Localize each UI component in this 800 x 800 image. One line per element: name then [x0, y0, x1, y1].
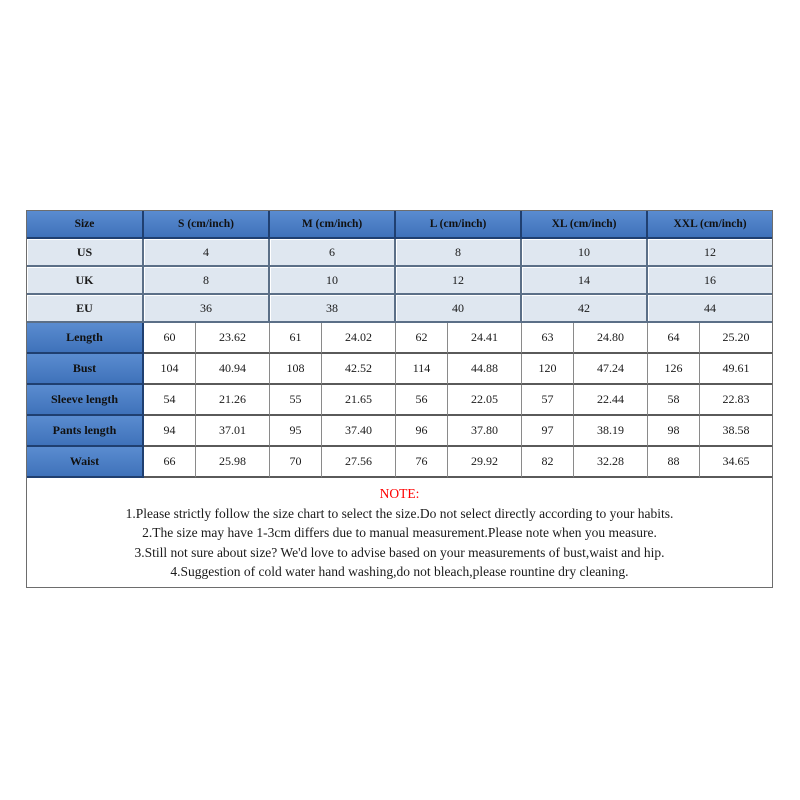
header-size-cell: M (cm/inch) — [270, 211, 396, 239]
measurement-label: Length — [27, 323, 144, 354]
value-cm: 54 — [144, 385, 196, 416]
header-size-cell: S (cm/inch) — [144, 211, 270, 239]
value-cm: 104 — [144, 354, 196, 385]
value-inch: 25.20 — [700, 323, 772, 354]
measurement-row — [27, 354, 772, 385]
region-label: US — [27, 239, 144, 267]
value-inch: 21.26 — [196, 385, 270, 416]
value-cm: 96 — [396, 416, 448, 447]
value-cm: 57 — [522, 385, 574, 416]
value-inch: 47.24 — [574, 354, 648, 385]
value-inch: 24.80 — [574, 323, 648, 354]
value-inch: 21.65 — [322, 385, 396, 416]
note-line: 4.Suggestion of cold water hand washing,do not bleach,please rountine dry cleaning. — [170, 564, 629, 579]
measurement-label: Sleeve length — [27, 385, 144, 416]
note-line: 1.Please strictly follow the size chart to select the size.Do not select directly according to your habits. — [125, 505, 674, 521]
value-inch: 38.19 — [574, 416, 648, 447]
header-size-cell: XXL (cm/inch) — [648, 211, 772, 239]
value-cm: 108 — [270, 354, 322, 385]
region-row — [27, 295, 772, 323]
value-cm: 94 — [144, 416, 196, 447]
value-inch: 40.94 — [196, 354, 270, 385]
measurement-row — [27, 323, 772, 354]
measurement-row — [27, 416, 772, 447]
region-value: 16 — [648, 267, 772, 295]
value-inch: 37.40 — [322, 416, 396, 447]
value-inch: 42.52 — [322, 354, 396, 385]
region-value: 40 — [396, 295, 522, 323]
value-cm: 97 — [522, 416, 574, 447]
region-value: 12 — [396, 267, 522, 295]
value-cm: 114 — [396, 354, 448, 385]
value-inch: 24.41 — [448, 323, 522, 354]
value-cm: 63 — [522, 323, 574, 354]
region-label: UK — [27, 267, 144, 295]
measurement-label: Bust — [27, 354, 144, 385]
value-cm: 64 — [648, 323, 700, 354]
value-cm: 98 — [648, 416, 700, 447]
region-value: 8 — [396, 239, 522, 267]
region-label: EU — [27, 295, 144, 323]
region-value: 10 — [270, 267, 396, 295]
value-inch: 44.88 — [448, 354, 522, 385]
value-inch: 25.98 — [196, 447, 270, 478]
value-cm: 126 — [648, 354, 700, 385]
value-inch: 37.80 — [448, 416, 522, 447]
value-cm: 120 — [522, 354, 574, 385]
value-inch: 34.65 — [700, 447, 772, 478]
header-size-cell: L (cm/inch) — [396, 211, 522, 239]
header-size-cell: XL (cm/inch) — [522, 211, 648, 239]
region-value: 6 — [270, 239, 396, 267]
region-row — [27, 267, 772, 295]
value-cm: 66 — [144, 447, 196, 478]
value-inch: 32.28 — [574, 447, 648, 478]
value-inch: 22.44 — [574, 385, 648, 416]
value-inch: 24.02 — [322, 323, 396, 354]
measurement-row — [27, 447, 772, 478]
region-value: 8 — [144, 267, 270, 295]
measurement-label: Waist — [27, 447, 144, 478]
value-cm: 55 — [270, 385, 322, 416]
value-inch: 49.61 — [700, 354, 772, 385]
value-cm: 61 — [270, 323, 322, 354]
value-inch: 23.62 — [196, 323, 270, 354]
header-size-label: Size — [27, 211, 144, 239]
region-value: 4 — [144, 239, 270, 267]
size-table — [27, 211, 772, 478]
region-value: 12 — [648, 239, 772, 267]
region-value: 10 — [522, 239, 648, 267]
value-inch: 22.05 — [448, 385, 522, 416]
region-value: 36 — [144, 295, 270, 323]
note-line: 2.The size may have 1-3cm differs due to manual measurement.Please note when you measure. — [142, 525, 657, 540]
notes-section — [27, 478, 772, 587]
value-cm: 76 — [396, 447, 448, 478]
value-cm: 88 — [648, 447, 700, 478]
value-inch: 27.56 — [322, 447, 396, 478]
measurement-row — [27, 385, 772, 416]
note-title: NOTE: — [379, 486, 420, 501]
region-value: 42 — [522, 295, 648, 323]
region-value: 38 — [270, 295, 396, 323]
value-cm: 56 — [396, 385, 448, 416]
value-inch: 22.83 — [700, 385, 772, 416]
value-cm: 58 — [648, 385, 700, 416]
value-cm: 62 — [396, 323, 448, 354]
header-row — [27, 211, 772, 239]
measurement-label: Pants length — [27, 416, 144, 447]
value-cm: 82 — [522, 447, 574, 478]
value-inch: 38.58 — [700, 416, 772, 447]
size-chart — [26, 210, 773, 588]
value-inch: 37.01 — [196, 416, 270, 447]
note-line: 3.Still not sure about size? We'd love to advise based on your measurements of bust,waist and hip. — [134, 544, 665, 560]
value-cm: 95 — [270, 416, 322, 447]
region-value: 44 — [648, 295, 772, 323]
value-cm: 60 — [144, 323, 196, 354]
value-inch: 29.92 — [448, 447, 522, 478]
region-row — [27, 239, 772, 267]
region-value: 14 — [522, 267, 648, 295]
value-cm: 70 — [270, 447, 322, 478]
